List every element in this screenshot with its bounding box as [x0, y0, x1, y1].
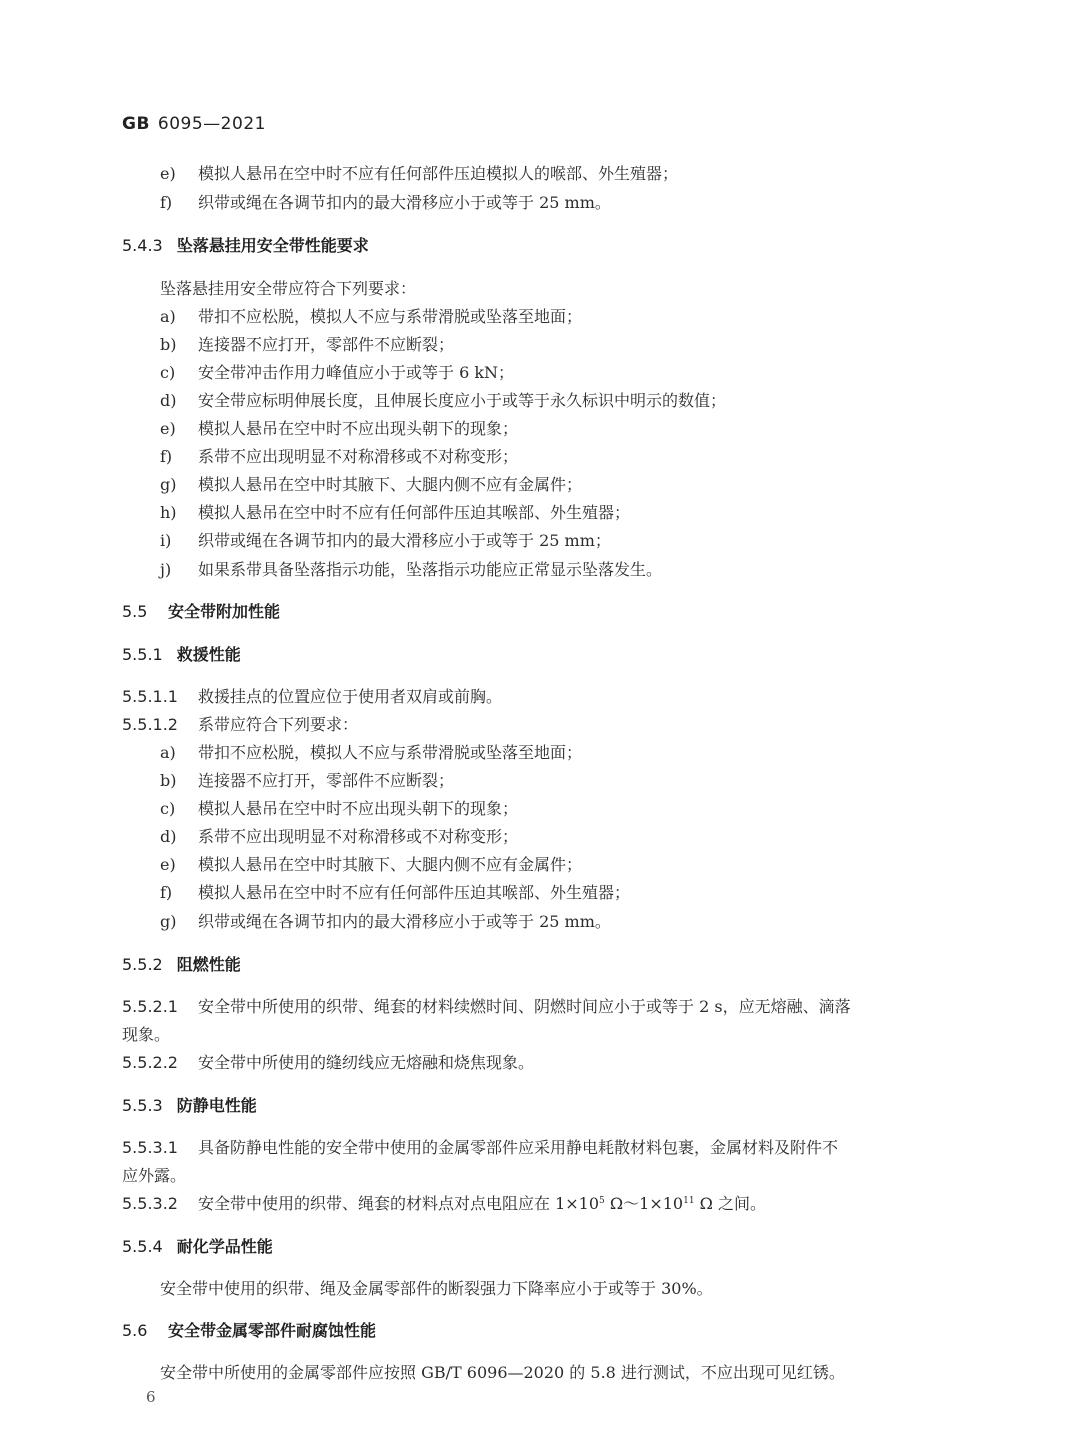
list-marker: d) [160, 827, 177, 846]
clause-number: 5.5.2.1 [122, 997, 178, 1016]
clause [122, 1193, 766, 1215]
exponent: 5 [599, 1196, 605, 1206]
section-number: 5.6 [122, 1321, 148, 1340]
list-item [160, 418, 518, 440]
page-number: 6 [146, 1388, 156, 1406]
clause [122, 714, 358, 736]
clause-text: 安全带中所使用的缝纫线应无熔融和烧焦现象。 [198, 1053, 535, 1072]
list-marker: a) [160, 307, 176, 326]
list-marker: g) [160, 475, 177, 494]
list-item [160, 502, 630, 524]
exponent: 11 [683, 1196, 695, 1206]
clause-text: 救援挂点的位置应位于使用者双肩或前胸。 [198, 687, 503, 706]
list-marker: b) [160, 771, 177, 790]
section-heading [122, 601, 280, 623]
list-item [160, 474, 582, 496]
section-heading [122, 644, 241, 666]
list-marker: d) [160, 391, 177, 410]
clause-text: 具备防静电性能的安全带中使用的金属零部件应采用静电耗散材料包裹，金属材料及附件不 [198, 1138, 839, 1157]
section-title: 坠落悬挂用安全带性能要求 [176, 236, 369, 255]
section-heading [122, 1236, 273, 1258]
list-item-text: 模拟人悬吊在空中时不应出现头朝下的现象； [198, 419, 519, 438]
paragraph: 安全带中使用的织带、绳及金属零部件的断裂强力下降率应小于或等于 30%。 [160, 1279, 713, 1298]
list-marker: e) [160, 419, 176, 438]
section-number: 5.5 [122, 602, 148, 621]
clause-number: 5.5.2.2 [122, 1053, 178, 1072]
clause-text-part: Ω～1×10 [604, 1194, 684, 1213]
list-item-text: 连接器不应打开，零部件不应断裂； [198, 771, 455, 790]
list-item [160, 742, 582, 764]
standard-number: 6095—2021 [157, 114, 266, 134]
clause-number: 5.5.1.2 [122, 715, 178, 734]
section-heading [122, 1095, 257, 1117]
clause [122, 686, 502, 708]
standard-code: GB [122, 114, 150, 134]
list-item-text: 模拟人悬吊在空中时其腋下、大腿内侧不应有金属件； [198, 475, 583, 494]
list-item [160, 770, 454, 792]
list-marker: g) [160, 912, 177, 931]
list-item [160, 446, 518, 468]
list-marker: i) [160, 531, 172, 550]
list-item [160, 362, 514, 384]
section-heading [122, 954, 241, 976]
list-item-text: 系带不应出现明显不对称滑移或不对称变形； [198, 447, 519, 466]
section-number: 5.5.2 [122, 955, 163, 974]
clause-text-part: Ω 之间。 [694, 1194, 766, 1213]
list-item [160, 854, 582, 876]
list-item [160, 826, 518, 848]
list-item-text: 模拟人悬吊在空中时不应出现头朝下的现象； [198, 799, 519, 818]
list-item [160, 559, 662, 581]
list-item [160, 306, 582, 328]
clause-continuation: 应外露。 [122, 1166, 187, 1185]
clause-text: 安全带中所使用的织带、绳套的材料续燃时间、阴燃时间应小于或等于 2 s，应无熔融、滴落 [198, 997, 851, 1016]
paragraph: 坠落悬挂用安全带应符合下列要求： [160, 279, 417, 298]
list-marker: c) [160, 363, 176, 382]
section-title: 耐化学品性能 [176, 1237, 273, 1256]
list-item-text: 织带或绳在各调节扣内的最大滑移应小于或等于 25 mm。 [198, 912, 611, 931]
clause-number: 5.5.3.2 [122, 1194, 178, 1213]
list-item [160, 163, 678, 185]
section-number: 5.5.4 [122, 1237, 163, 1256]
clause-text: 系带应符合下列要求： [198, 715, 359, 734]
list-item [160, 192, 611, 214]
list-item-text: 带扣不应松脱，模拟人不应与系带滑脱或坠落至地面； [198, 743, 583, 762]
list-item-text: 模拟人悬吊在空中时不应有任何部件压迫模拟人的喉部、外生殖器； [198, 164, 679, 183]
list-item [160, 390, 726, 412]
list-item-text: 模拟人悬吊在空中时不应有任何部件压迫其喉部、外生殖器； [198, 503, 631, 522]
clause [122, 1137, 838, 1159]
list-item [160, 530, 611, 552]
list-marker: f) [160, 447, 173, 466]
list-item-text: 安全带应标明伸展长度，且伸展长度应小于或等于永久标识中明示的数值； [198, 391, 727, 410]
section-title: 安全带金属零部件耐腐蚀性能 [168, 1321, 377, 1340]
page-header [122, 114, 266, 134]
section-heading [122, 1320, 376, 1342]
clause [122, 996, 851, 1018]
section-number: 5.5.1 [122, 645, 163, 664]
list-marker: e) [160, 164, 176, 183]
clause [122, 1052, 534, 1074]
section-number: 5.5.3 [122, 1096, 163, 1115]
list-item-text: 连接器不应打开，零部件不应断裂； [198, 335, 455, 354]
list-item [160, 911, 611, 933]
list-item-text: 织带或绳在各调节扣内的最大滑移应小于或等于 25 mm。 [198, 193, 611, 212]
list-marker: h) [160, 503, 177, 522]
clause-text-part: 安全带中使用的织带、绳套的材料点对点电阻应在 1×10 [198, 1194, 600, 1213]
list-marker: j) [160, 560, 172, 579]
list-marker: f) [160, 193, 173, 212]
list-item-text: 系带不应出现明显不对称滑移或不对称变形； [198, 827, 519, 846]
list-marker: a) [160, 743, 176, 762]
section-title: 阻燃性能 [176, 955, 241, 974]
clause-continuation: 现象。 [122, 1025, 171, 1044]
paragraph: 安全带中所使用的金属零部件应按照 GB/T 6096—2020 的 5.8 进行测试，不应出现可见红锈。 [160, 1363, 845, 1382]
list-item [160, 798, 518, 820]
list-item-text: 带扣不应松脱，模拟人不应与系带滑脱或坠落至地面； [198, 307, 583, 326]
section-heading [122, 235, 369, 257]
clause-number: 5.5.3.1 [122, 1138, 178, 1157]
list-marker: e) [160, 855, 176, 874]
list-item [160, 882, 630, 904]
list-marker: b) [160, 335, 177, 354]
list-item-text: 如果系带具备坠落指示功能，坠落指示功能应正常显示坠落发生。 [198, 560, 663, 579]
list-marker: c) [160, 799, 176, 818]
list-item-text: 模拟人悬吊在空中时其腋下、大腿内侧不应有金属件； [198, 855, 583, 874]
list-item-text: 模拟人悬吊在空中时不应有任何部件压迫其喉部、外生殖器； [198, 883, 631, 902]
section-number: 5.4.3 [122, 236, 163, 255]
section-title: 救援性能 [176, 645, 241, 664]
list-item [160, 334, 454, 356]
clause-number: 5.5.1.1 [122, 687, 178, 706]
list-item-text: 安全带冲击作用力峰值应小于或等于 6 kN； [198, 363, 515, 382]
list-item-text: 织带或绳在各调节扣内的最大滑移应小于或等于 25 mm； [198, 531, 611, 550]
section-title: 安全带附加性能 [168, 602, 281, 621]
list-marker: f) [160, 883, 173, 902]
section-title: 防静电性能 [176, 1096, 257, 1115]
